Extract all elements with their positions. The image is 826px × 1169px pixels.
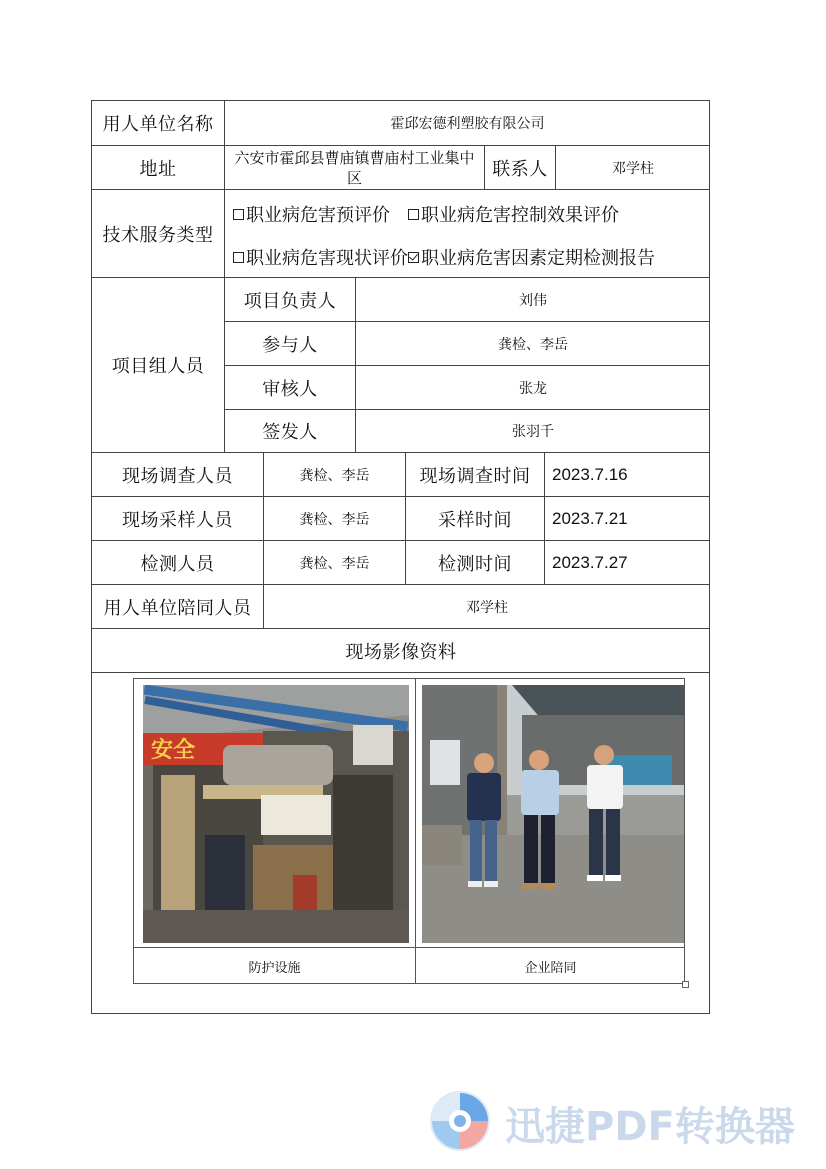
team-label: 项目组人员 [92, 278, 225, 453]
testing-time-value: 2023.7.27 [545, 541, 710, 585]
employer-value: 霍邱宏德利塑胶有限公司 [225, 101, 710, 146]
photos-title: 现场影像资料 [92, 629, 710, 673]
team-name-lead: 刘伟 [356, 278, 710, 322]
service-type-label: 技术服务类型 [92, 190, 225, 278]
option-control-effect[interactable] [408, 201, 619, 227]
sampling-time-value: 2023.7.21 [545, 497, 710, 541]
safety-sign-text: 安全 [151, 738, 196, 763]
team-name-participant: 龚检、李岳 [356, 322, 710, 366]
employer-label: 用人单位名称 [92, 101, 225, 146]
checkbox-status-evaluation[interactable] [233, 252, 244, 263]
xunjie-logo-icon [427, 1089, 493, 1153]
service-options-line-1 [233, 201, 619, 227]
photo-divider [415, 679, 416, 984]
accompany-value: 邓学柱 [264, 585, 710, 629]
team-role-reviewer: 审核人 [225, 366, 356, 410]
option-periodic-testing-label: 职业病危害因素定期检测报告 [421, 248, 655, 269]
testing-staff-value: 龚检、李岳 [264, 541, 406, 585]
testing-time-label: 检测时间 [406, 541, 545, 585]
service-type-options [225, 190, 710, 278]
address-value: 六安市霍邱县曹庙镇曹庙村工业集中区 [225, 146, 485, 190]
occupational-health-form [91, 100, 710, 1014]
option-status-evaluation[interactable] [233, 244, 408, 270]
survey-staff-label: 现场调查人员 [92, 453, 264, 497]
service-options-line-2 [233, 244, 655, 270]
option-pre-evaluation-label: 职业病危害预评价 [246, 205, 390, 226]
address-label: 地址 [92, 146, 225, 190]
contact-label: 联系人 [485, 146, 556, 190]
accompany-label: 用人单位陪同人员 [92, 585, 264, 629]
team-name-reviewer: 张龙 [356, 366, 710, 410]
checkbox-pre-evaluation[interactable] [233, 209, 244, 220]
watermark [427, 1089, 807, 1153]
team-role-lead: 项目负责人 [225, 278, 356, 322]
company-escort-photo [422, 685, 684, 943]
survey-time-value: 2023.7.16 [545, 453, 710, 497]
sampling-time-label: 采样时间 [406, 497, 545, 541]
survey-staff-value: 龚检、李岳 [264, 453, 406, 497]
caption-protective-facility: 防护设施 [134, 947, 415, 985]
caption-company-escort: 企业陪同 [416, 947, 685, 985]
option-periodic-testing[interactable] [408, 244, 655, 270]
protective-facility-photo [143, 685, 409, 943]
checkbox-control-effect[interactable] [408, 209, 419, 220]
option-status-evaluation-label: 职业病危害现状评价 [246, 248, 408, 269]
site-photos-panel [133, 678, 685, 984]
testing-staff-label: 检测人员 [92, 541, 264, 585]
option-pre-evaluation[interactable] [233, 201, 390, 227]
team-role-participant: 参与人 [225, 322, 356, 366]
team-role-issuer: 签发人 [225, 410, 356, 453]
contact-value: 邓学柱 [556, 146, 710, 190]
survey-time-label: 现场调查时间 [406, 453, 545, 497]
resize-handle[interactable] [682, 981, 689, 988]
option-control-effect-label: 职业病危害控制效果评价 [421, 205, 619, 226]
sampling-staff-label: 现场采样人员 [92, 497, 264, 541]
sampling-staff-value: 龚检、李岳 [264, 497, 406, 541]
watermark-text: 迅捷PDF转换器 [505, 1104, 795, 1150]
checkbox-periodic-testing[interactable] [408, 252, 419, 263]
team-name-issuer: 张羽千 [356, 410, 710, 453]
